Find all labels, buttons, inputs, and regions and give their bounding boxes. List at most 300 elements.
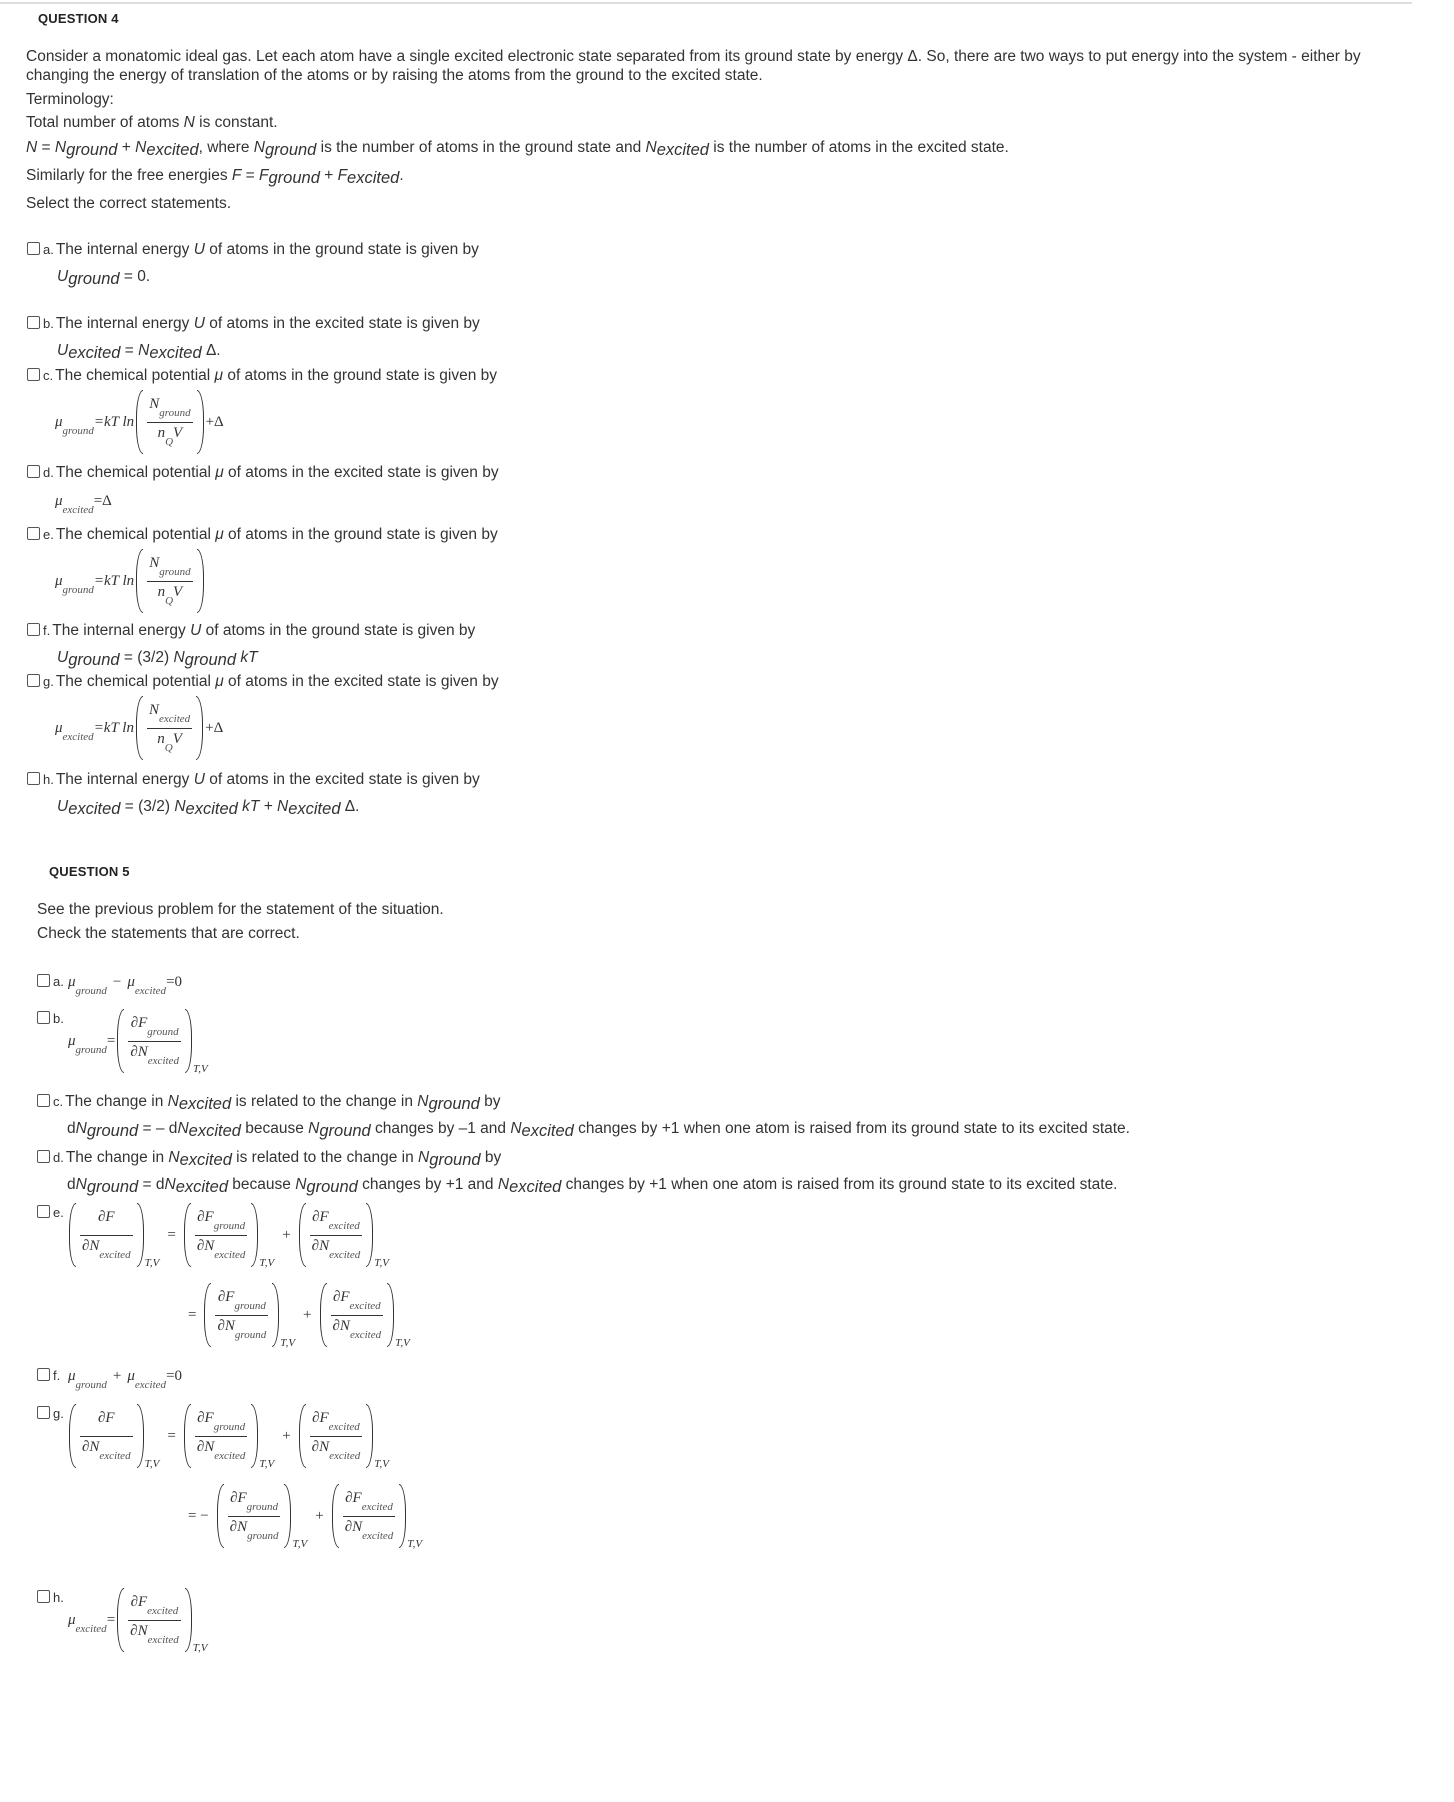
text: μ (55, 493, 63, 509)
option-letter: d. (53, 1150, 64, 1165)
text: ground (264, 141, 317, 159)
text: V (172, 730, 182, 747)
text: μ (215, 673, 224, 690)
text: N (183, 114, 195, 131)
text: ground (68, 651, 120, 669)
text: excited (134, 1379, 167, 1391)
text: = (167, 1227, 176, 1243)
option-letter: a. (43, 242, 54, 257)
q4-option-d[interactable] (27, 463, 499, 516)
q5-line2: Check the statements that are correct. (37, 925, 300, 942)
text: ground (428, 1095, 480, 1113)
text: excited (349, 1328, 382, 1341)
text: is related to the change in (231, 1149, 418, 1166)
q5-option-c[interactable] (37, 1091, 1130, 1140)
right-paren (399, 1484, 406, 1548)
text: ground (319, 1122, 371, 1140)
text: excited (62, 504, 94, 516)
math-group (147, 394, 192, 451)
math-group (136, 390, 203, 454)
math-group (80, 1207, 133, 1264)
text: N (645, 139, 657, 156)
q5-line1: See the previous problem for the statement of the situation. (37, 901, 444, 918)
text: ground (247, 1529, 279, 1542)
left-paren (204, 1283, 211, 1347)
text: T,V (407, 1538, 423, 1550)
text: of atoms in the ground state is given by (223, 526, 498, 543)
text: N (510, 1120, 522, 1137)
text: excited (62, 731, 94, 743)
left-paren (184, 1404, 191, 1468)
text: ground (66, 141, 118, 159)
text: ∂F (98, 1208, 115, 1225)
text: Q (164, 741, 173, 754)
math-group (343, 1517, 396, 1545)
option-letter: e. (43, 527, 54, 542)
math-group (310, 1207, 363, 1264)
checkbox[interactable] (27, 772, 40, 785)
q5-option-g[interactable] (37, 1404, 457, 1564)
text: , where (198, 139, 254, 156)
terminology-label: Terminology: (26, 91, 114, 108)
checkbox[interactable] (37, 1011, 50, 1024)
option-letter: b. (43, 316, 54, 331)
text: ground (75, 985, 107, 997)
text: N (417, 1093, 429, 1110)
text: excited (175, 1178, 228, 1196)
text: The internal energy (55, 771, 194, 788)
math-group (343, 1488, 395, 1516)
math-group (217, 1484, 308, 1548)
text: μ (55, 414, 63, 430)
text: =kT ln (93, 720, 134, 736)
text: ∂N (196, 1438, 215, 1455)
text: + (315, 1508, 324, 1524)
text: ∂N (130, 1043, 148, 1060)
text: N (54, 139, 67, 156)
formula (67, 1118, 1130, 1139)
right-paren (251, 1203, 258, 1267)
text: − (112, 974, 122, 990)
text: is the number of atoms in the excited state. (708, 139, 1009, 156)
math-group (195, 1207, 248, 1264)
text: μ (214, 367, 224, 384)
formula (57, 796, 359, 817)
text: excited (288, 800, 341, 818)
text: ∂N (311, 1438, 330, 1455)
checkbox[interactable] (37, 1406, 50, 1419)
text: F (259, 167, 269, 184)
q5-option-e[interactable] (37, 1203, 437, 1363)
math-group (310, 1437, 363, 1465)
divider (0, 2, 1412, 4)
math-group (80, 1236, 133, 1264)
text: n (157, 730, 165, 747)
text: excited (134, 985, 167, 997)
text: ∂N (332, 1317, 350, 1334)
text: ∂F (197, 1409, 214, 1426)
math-group (195, 1408, 247, 1436)
right-paren (196, 696, 203, 760)
text: T,V (280, 1337, 296, 1349)
checkbox[interactable] (37, 1368, 50, 1381)
left-paren (320, 1283, 327, 1347)
text: Δ. (340, 798, 360, 815)
text: because (228, 1176, 296, 1193)
text: = (37, 139, 55, 156)
text: of atoms in the excited state is given by (204, 771, 480, 788)
text: ground (213, 1219, 246, 1232)
text: U (193, 315, 205, 332)
math-group (228, 1488, 280, 1516)
checkbox[interactable] (27, 368, 40, 381)
q4-option-b[interactable] (27, 314, 480, 362)
math-group (117, 1009, 207, 1073)
checkbox[interactable] (37, 1590, 50, 1603)
text: ∂F (197, 1208, 214, 1225)
f-definition (26, 166, 404, 185)
text: μ (127, 1368, 135, 1384)
text: excited (158, 712, 191, 725)
math-group (215, 1316, 268, 1344)
text: The change in (65, 1093, 168, 1110)
text: ground (147, 1025, 179, 1038)
text: excited (147, 1604, 179, 1617)
q4-option-a[interactable] (27, 240, 479, 288)
checkbox[interactable] (27, 623, 40, 636)
left-paren (136, 549, 143, 613)
text: T,V (374, 1257, 390, 1269)
q4-option-h[interactable] (27, 770, 480, 818)
math-group (228, 1517, 281, 1545)
checkbox[interactable] (37, 1150, 50, 1163)
text: = − (188, 1508, 209, 1524)
text: N (295, 1176, 307, 1193)
left-paren (136, 390, 143, 454)
text: U (57, 798, 69, 815)
text: N (173, 649, 185, 666)
text: μ (68, 1368, 76, 1384)
text: excited (347, 169, 400, 187)
text: ground (429, 1151, 481, 1169)
math-group (136, 696, 203, 760)
right-paren (251, 1404, 258, 1468)
math-group (215, 1287, 268, 1344)
formula (55, 549, 206, 613)
q5-option-d[interactable] (37, 1147, 1118, 1196)
text: N (75, 1176, 87, 1193)
question-4-heading: QUESTION 4 (38, 11, 119, 26)
text: ground (234, 1328, 267, 1341)
text: Similarly for the free energies (26, 167, 232, 184)
math-group (320, 1283, 410, 1347)
text: μ (68, 1033, 76, 1049)
left-paren (69, 1203, 76, 1267)
formula-row-2 (182, 1283, 412, 1347)
n-definition (26, 138, 1009, 157)
text: = (106, 1033, 116, 1049)
checkbox[interactable] (37, 974, 50, 987)
math-group (96, 1207, 117, 1235)
text: μ (55, 573, 63, 589)
text: N (148, 701, 159, 718)
math-group (332, 1484, 422, 1548)
text: excited (149, 344, 202, 362)
text: + (303, 1307, 312, 1323)
option-letter: d. (43, 465, 54, 480)
checkbox[interactable] (37, 1094, 50, 1107)
checkbox[interactable] (27, 316, 40, 329)
text: =Δ (93, 493, 112, 509)
q5-option-a[interactable] (37, 972, 337, 1002)
option-letter: g. (53, 1406, 64, 1421)
text: excited (349, 1299, 381, 1312)
text: excited (361, 1500, 393, 1513)
text: changes by +1 and (357, 1176, 498, 1193)
math-group (156, 582, 185, 610)
text: ∂F (230, 1489, 247, 1506)
q5-option-h[interactable] (37, 1588, 337, 1668)
text: excited (179, 1151, 232, 1169)
math-group (117, 1588, 207, 1652)
text: μ (55, 720, 63, 736)
math-group (184, 1404, 274, 1468)
math-group (128, 1621, 181, 1649)
text: V (173, 424, 183, 441)
text: V (173, 583, 183, 600)
text: excited (68, 800, 121, 818)
text: excited (147, 1633, 179, 1646)
option-letter: g. (43, 674, 54, 689)
text: ∂N (82, 1438, 100, 1455)
text: of atoms in the ground state is given by (204, 241, 479, 258)
right-paren (272, 1283, 279, 1347)
text: of atoms in the ground state is given by (223, 367, 498, 384)
text: changes by +1 when one atom is raised from its ground state to its excited state. (573, 1120, 1130, 1137)
text: N (418, 1149, 430, 1166)
formula (68, 1009, 210, 1073)
text: n (157, 424, 166, 441)
text: + (319, 167, 338, 184)
text: N (168, 1149, 180, 1166)
text: The internal energy (55, 315, 194, 332)
math-group (147, 553, 192, 581)
text: = (3/2) (120, 798, 175, 815)
math-group (80, 1408, 133, 1465)
checkbox[interactable] (27, 527, 40, 540)
text: excited (509, 1178, 562, 1196)
text: ∂F (98, 1409, 115, 1426)
formula (68, 1366, 183, 1391)
text: U (57, 342, 69, 359)
text: ground (159, 565, 191, 578)
text: ground (268, 169, 320, 187)
math-group (128, 1042, 181, 1070)
text: is related to the change in (231, 1093, 418, 1110)
text: T,V (374, 1458, 390, 1470)
text: by (480, 1149, 502, 1166)
text: T,V (292, 1538, 308, 1550)
text: excited (147, 1054, 179, 1067)
formula-row-2 (182, 1484, 424, 1548)
left-paren (117, 1588, 124, 1652)
math-group (80, 1437, 133, 1465)
math-group (310, 1408, 362, 1436)
text: excited (656, 141, 709, 159)
math-group (331, 1287, 384, 1344)
q4-option-e[interactable] (27, 525, 498, 607)
math-group (184, 1203, 274, 1267)
text: U (57, 268, 69, 285)
checkbox[interactable] (27, 242, 40, 255)
text: =kT ln (93, 573, 135, 589)
formula (57, 266, 150, 287)
q5-option-b[interactable] (37, 1009, 337, 1089)
text: ground (68, 270, 120, 288)
text: F (231, 167, 242, 184)
text: U (193, 771, 205, 788)
text: ∂N (311, 1237, 330, 1254)
text: d (67, 1176, 76, 1193)
q4-option-f[interactable] (27, 621, 476, 669)
math-group (147, 700, 192, 757)
text: N (253, 139, 265, 156)
text: = 0. (119, 268, 151, 285)
formula (55, 390, 224, 454)
left-paren (217, 1484, 224, 1548)
text: N (308, 1120, 320, 1137)
math-group (69, 1203, 159, 1267)
text: ground (62, 425, 94, 437)
text: ∂F (332, 1288, 350, 1305)
text: changes by –1 and (370, 1120, 511, 1137)
math-group (228, 1488, 281, 1545)
option-letter: e. (53, 1205, 64, 1220)
text: N (75, 1120, 87, 1137)
text: excited (521, 1122, 574, 1140)
text: μ (215, 526, 224, 543)
text: = (167, 1428, 176, 1444)
checkbox[interactable] (37, 1205, 50, 1218)
text: N (135, 139, 147, 156)
text: of atoms in the excited state is given by (223, 464, 499, 481)
text: is the number of atoms in the ground state and (316, 139, 646, 156)
text: ∂F (312, 1409, 329, 1426)
text: excited (329, 1248, 361, 1261)
left-paren (184, 1203, 191, 1267)
text: Δ. (201, 342, 221, 359)
option-letter: a. (53, 974, 64, 989)
text: of atoms in the ground state is given by (201, 622, 476, 639)
right-paren (366, 1404, 373, 1468)
text: because (240, 1120, 309, 1137)
checkbox[interactable] (27, 674, 40, 687)
left-paren (69, 1404, 76, 1468)
text: T,V (259, 1257, 275, 1269)
math-group (129, 1592, 181, 1620)
text: by (479, 1093, 501, 1110)
left-paren (117, 1009, 124, 1073)
text: =kT ln (93, 414, 135, 430)
text: ground (86, 1178, 139, 1196)
text: ∂F (130, 1014, 148, 1031)
math-group (156, 423, 185, 451)
math-group (204, 1283, 295, 1347)
math-group (96, 1408, 117, 1436)
math-group (195, 1207, 247, 1235)
formula (68, 1588, 210, 1652)
text: N (149, 554, 160, 571)
text: The internal energy (52, 622, 191, 639)
text: N (497, 1176, 510, 1193)
math-group (299, 1404, 389, 1468)
text: + (282, 1227, 291, 1243)
text: U (57, 649, 69, 666)
option-letter: h. (43, 772, 54, 787)
text: excited (329, 1449, 361, 1462)
option-letter: f. (43, 623, 51, 638)
math-group (216, 1287, 268, 1315)
text: ∂F (130, 1593, 148, 1610)
right-paren (197, 549, 204, 613)
right-paren (366, 1203, 373, 1267)
right-paren (387, 1283, 394, 1347)
math-group (147, 553, 192, 610)
text: N (174, 798, 186, 815)
text: The chemical potential (55, 526, 216, 543)
text: Q (165, 594, 174, 607)
text: Total number of atoms (26, 114, 184, 131)
text: excited (146, 141, 199, 159)
text: T,V (192, 1642, 208, 1654)
text: The chemical potential (55, 673, 216, 690)
text: +Δ (205, 720, 224, 736)
formula (55, 696, 223, 760)
question-4-intro: Consider a monatomic ideal gas. Let each atom have a single excited electronic state separated from its ground state by energy Δ. So, there are two ways to put energy into the system - either by changing the energy of translation of the atoms or by raising the atoms from the ground to the excited state. (26, 48, 1361, 84)
text: ∂F (217, 1288, 235, 1305)
math-group (136, 549, 203, 613)
math-group (128, 1592, 181, 1649)
text: ∂N (82, 1237, 100, 1254)
text: excited (99, 1248, 131, 1261)
text: Q (165, 435, 174, 448)
text: T,V (144, 1458, 160, 1470)
option-letter: h. (53, 1590, 64, 1605)
text: T,V (259, 1458, 275, 1470)
text: T,V (192, 1063, 208, 1075)
q5-option-f[interactable] (37, 1366, 337, 1396)
text: F (337, 167, 348, 184)
checkbox[interactable] (27, 465, 40, 478)
q4-option-g[interactable] (27, 672, 499, 754)
text: = – d (138, 1120, 178, 1137)
text: The chemical potential (55, 367, 215, 384)
text: T,V (144, 1257, 160, 1269)
text: + (117, 139, 136, 156)
q4-option-c[interactable] (27, 366, 498, 448)
formula (57, 340, 221, 361)
text: of atoms in the excited state is given by (204, 315, 480, 332)
text: ∂N (217, 1317, 235, 1334)
text: excited (75, 1623, 107, 1635)
formula-row-1 (67, 1404, 391, 1468)
text: μ (215, 464, 224, 481)
math-group (343, 1488, 396, 1545)
text: ground (62, 584, 94, 596)
text: = (120, 342, 139, 359)
text: μ (68, 1612, 76, 1628)
formula (67, 1174, 1118, 1195)
